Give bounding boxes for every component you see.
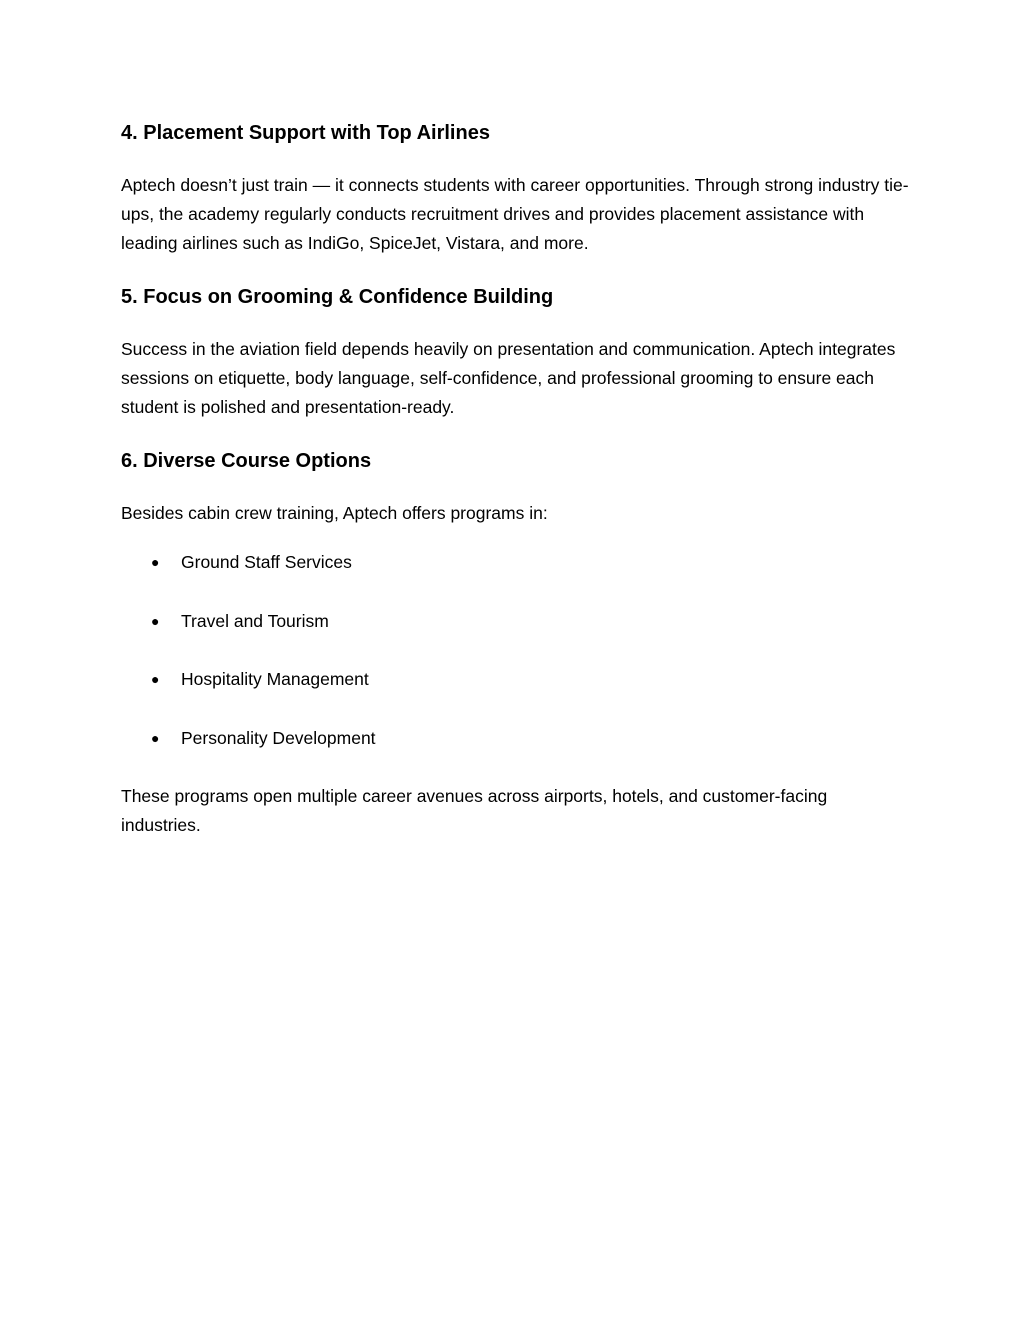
section-heading-placement-support: 4. Placement Support with Top Airlines [121,122,490,144]
bullet-icon: ● [151,671,160,687]
document-page [121,118,911,840]
list-item [121,665,911,694]
list-item [121,548,911,577]
bullet-icon: ● [151,554,160,570]
list-item-label: Ground Staff Services [181,552,352,572]
section-paragraph-diverse-courses: Besides cabin crew training, Aptech offers programs in: [121,503,548,523]
program-list [121,548,911,753]
list-item [121,724,911,753]
list-item-label: Hospitality Management [181,669,369,689]
list-item-label: Personality Development [181,727,376,748]
closing-paragraph: These programs open multiple career avenues across airports, hotels, and customer-facing industries. [121,786,828,835]
list-item [121,607,911,636]
list-item-label: Travel and Tourism [181,610,329,631]
bullet-icon: ● [151,612,160,629]
section-heading-grooming-confidence: 5. Focus on Grooming & Confidence Building [121,286,554,308]
bullet-icon: ● [151,729,160,746]
section-paragraph-grooming-confidence: Success in the aviation field depends heavily on presentation and communication. Aptech integrates sessions on etiquette, body language, self-confidence, and professional grooming to ensure each student is polished and presentation-ready. [121,339,896,417]
section-heading-diverse-courses: 6. Diverse Course Options [121,450,372,472]
section-paragraph-placement-support: Aptech doesn’t just train — it connects students with career opportunities. Through strong industry tie-ups, the academy regularly conducts recruitment drives and provides placement assistance with leading airlines such as IndiGo, SpiceJet, Vistara, and more. [121,175,909,253]
